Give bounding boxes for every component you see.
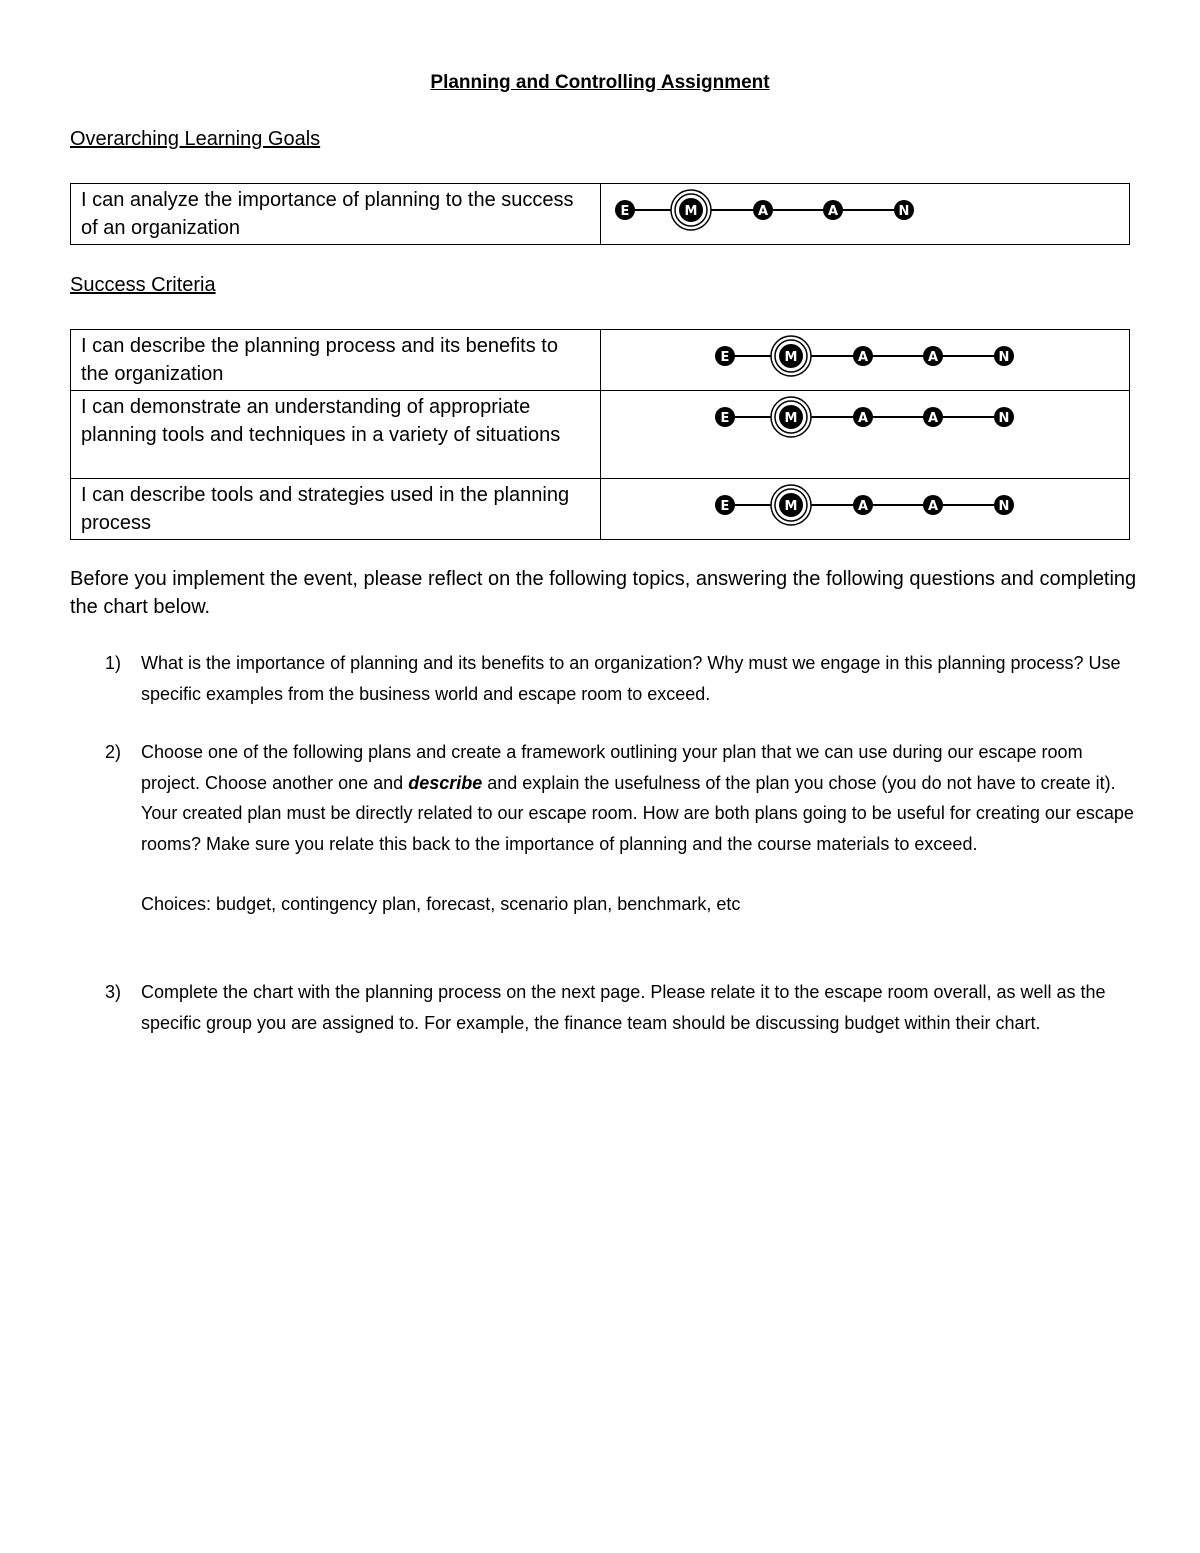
page-title: Planning and Controlling Assignment [430, 72, 770, 93]
criterion-scale-cell [601, 330, 1130, 391]
emaan-scale [711, 395, 1021, 441]
emphasis-word: describe [408, 772, 483, 793]
emaan-scale [711, 483, 1021, 529]
criteria-table [70, 329, 1130, 540]
scale-label-n: N [998, 350, 1010, 365]
question-body [141, 737, 1140, 859]
question-number: 3) [105, 982, 122, 1002]
table-row [71, 184, 1130, 245]
table-row [71, 479, 1130, 540]
question-number: 1) [105, 653, 122, 673]
question-3 [105, 977, 1140, 1038]
table-row [71, 330, 1130, 391]
question-text-part-b: and explain the usefulness of the plan you chose (you do not have to create it). Your created plan must be directly related to our escape room. How are both plans going to be useful for creating our escape rooms? Make sure you relate this back to the importance of planning and the course materials to exceed. [141, 772, 1134, 854]
scale-label-a1: A [857, 350, 869, 365]
scale-label-e: E [620, 204, 630, 219]
scale-label-m: M [784, 499, 798, 514]
table-row [71, 391, 1130, 479]
scale-label-a2: A [927, 411, 939, 426]
scale-label-a1: A [857, 499, 869, 514]
scale-label-e: E [720, 411, 730, 426]
scale-label-m: M [684, 204, 698, 219]
plan-choices: Choices: budget, contingency plan, forecast, scenario plan, benchmark, etc [141, 894, 741, 914]
scale-label-e: E [720, 499, 730, 514]
goal-text: I can analyze the importance of planning to the success of an organization [71, 184, 601, 245]
criterion-scale-cell [601, 391, 1130, 479]
emaan-scale [711, 334, 1021, 380]
scale-label-n: N [998, 411, 1010, 426]
scale-label-a1: A [857, 411, 869, 426]
scale-label-a1: A [757, 204, 769, 219]
intro-paragraph: Before you implement the event, please reflect on the following topics, answering the following questions and completing the chart below. [70, 568, 1137, 618]
criterion-text: I can demonstrate an understanding of appropriate planning tools and techniques in a variety of situations [71, 391, 601, 479]
scale-label-n: N [898, 204, 910, 219]
criterion-text: I can describe the planning process and its benefits to the organization [71, 330, 601, 391]
question-2 [105, 737, 1140, 920]
question-text: What is the importance of planning and its benefits to an organization? Why must we engage in this planning process? Use specific examples from the business world and escape room to exceed. [141, 653, 1121, 704]
question-number: 2) [105, 742, 122, 762]
scale-label-a2: A [927, 499, 939, 514]
scale-label-e: E [720, 350, 730, 365]
scale-label-a2: A [927, 350, 939, 365]
criterion-text: I can describe tools and strategies used in the planning process [71, 479, 601, 540]
goals-heading: Overarching Learning Goals [70, 128, 321, 150]
question-1 [105, 648, 1140, 709]
criteria-heading: Success Criteria [70, 274, 216, 296]
question-text-part-a: Choose one of the following plans and create a framework outlining your plan that we can use during our escape room project. Choose another one and [141, 742, 1083, 793]
scale-label-m: M [784, 411, 798, 426]
question-text: Complete the chart with the planning process on the next page. Please relate it to the escape room overall, as well as the specific group you are assigned to. For example, the finance team should be discussing budget within their chart. [141, 982, 1106, 1033]
criterion-scale-cell [601, 479, 1130, 540]
goals-table [70, 183, 1130, 245]
scale-label-n: N [998, 499, 1010, 514]
scale-label-a2: A [827, 204, 839, 219]
emaan-scale [611, 188, 921, 234]
scale-label-m: M [784, 350, 798, 365]
goal-scale-cell [601, 184, 1130, 245]
